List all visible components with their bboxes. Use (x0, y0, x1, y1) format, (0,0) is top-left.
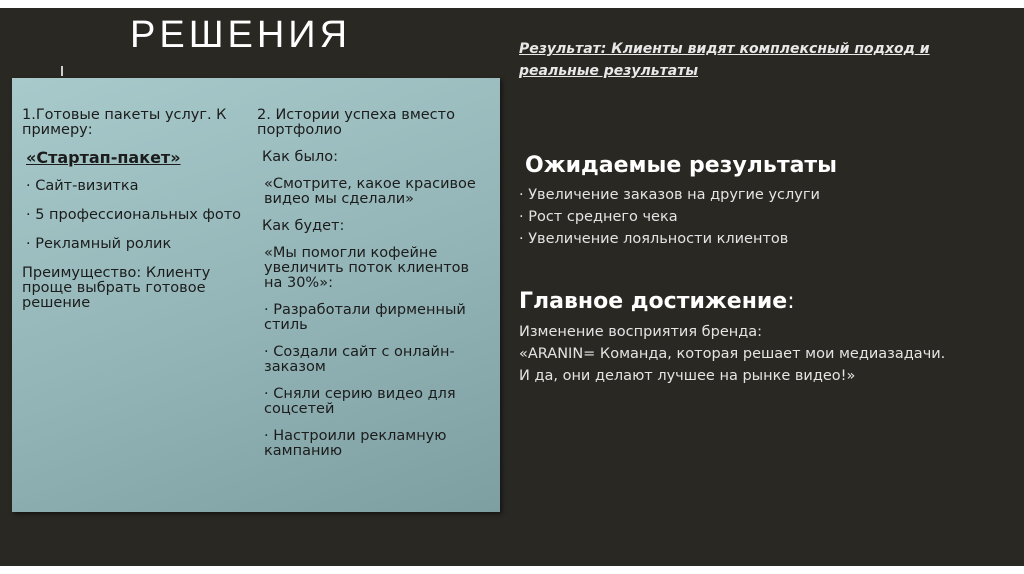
story-step-item: · Создали сайт с онлайн-заказом (264, 344, 455, 375)
success-stories-heading: 2. Истории успеха вместо портфолио (257, 107, 455, 138)
expected-results-heading: Ожидаемые результаты (525, 153, 838, 178)
package-item: · Рекламный ролик (26, 236, 172, 252)
expected-result-item: · Рост среднего чека (519, 209, 678, 225)
main-achievement-line: «ARANIN= Команда, которая решает мои медиазадачи. (519, 346, 946, 362)
packages-column (22, 108, 257, 311)
story-step-item: · Настроили рекламную кампанию (264, 428, 447, 459)
package-advantage: Преимущество: Клиенту проще выбрать готовое решение (22, 265, 211, 311)
result-title: Результат: Клиенты видят комплексный подход и реальные результаты (519, 41, 930, 79)
main-achievement-heading-text: Главное достижение (519, 289, 788, 314)
was-quote: «Смотрите, какое красивое видео мы сделали» (264, 176, 476, 207)
expected-result-item: · Увеличение заказов на другие услуги (519, 187, 820, 203)
top-frame-border (0, 0, 1024, 8)
will-quote: «Мы помогли кофейне увеличить поток клиентов на 30%»: (264, 245, 470, 291)
package-item: · 5 профессиональных фото (26, 207, 242, 223)
story-step-item: · Разработали фирменный стиль (264, 302, 466, 333)
main-achievement-text (519, 321, 1014, 387)
package-item: · Сайт-визитка (26, 178, 139, 194)
slide-title: РЕШЕНИЯ (130, 14, 352, 56)
main-achievement-heading (519, 289, 795, 314)
expected-results-list (519, 184, 1009, 250)
startup-package-title: «Стартап-пакет» (26, 148, 181, 167)
main-achievement-line: И да, они делают лучшее на рынке видео!» (519, 368, 856, 384)
main-achievement-colon: : (787, 289, 795, 314)
bottom-frame-border (0, 566, 1024, 574)
was-label: Как было: (262, 149, 338, 165)
main-achievement-line: Изменение восприятия бренда: (519, 324, 763, 340)
expected-result-item: · Увеличение лояльности клиентов (519, 231, 789, 247)
story-step-item: · Сняли серию видео для соцсетей (264, 386, 456, 417)
solutions-panel (12, 78, 500, 512)
title-tick-mark (61, 66, 63, 76)
success-stories-column (257, 108, 492, 471)
will-label: Как будет: (262, 218, 345, 234)
packages-heading: 1.Готовые пакеты услуг. К примеру: (22, 107, 227, 138)
